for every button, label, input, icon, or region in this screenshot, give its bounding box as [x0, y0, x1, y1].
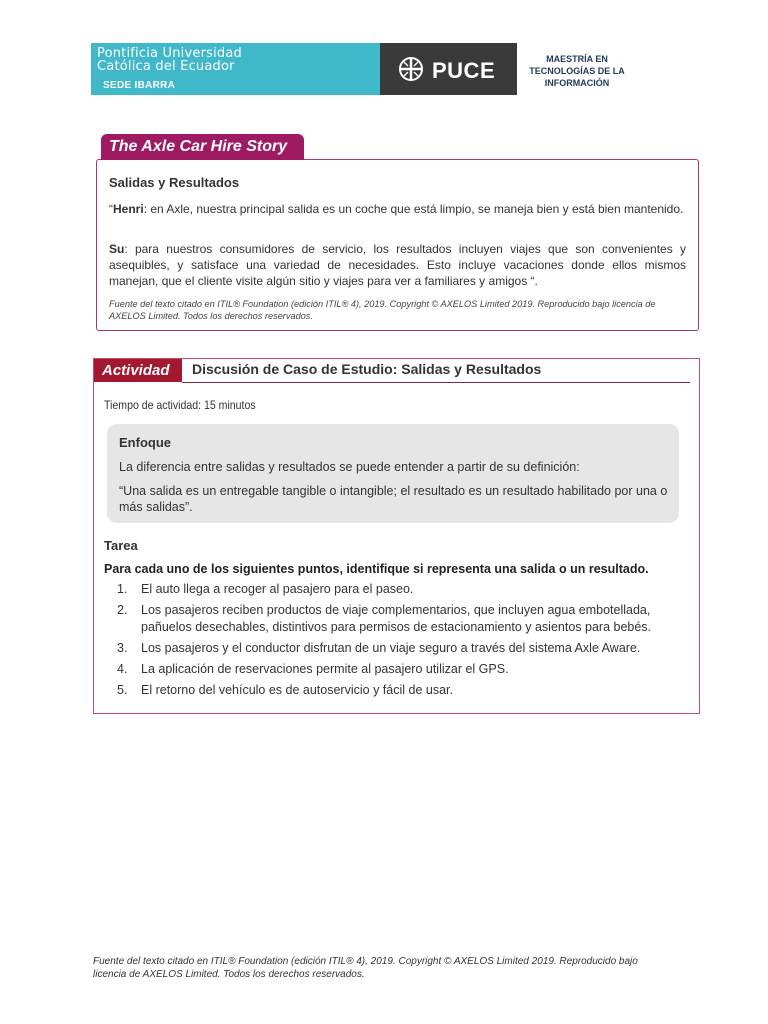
activity-title-rule: [182, 382, 690, 383]
henri-text: : en Axle, nuestra principal salida es un coche que está limpio, se maneja bien y está bien mantenido.: [143, 202, 684, 216]
story-heading: Salidas y Resultados: [109, 175, 240, 190]
story-paragraph-henri: [109, 201, 686, 217]
story-tab-title: The Axle Car Hire Story: [101, 134, 304, 160]
story-source-note: Fuente del texto citado en ITIL® Foundation (edición ITIL® 4), 2019. Copyright © AXELOS Limited 2019. Reproducido bajo licencia de AXELOS Limited. Todos los derechos reservados.: [109, 299, 656, 321]
campus-label: SEDE IBARRA: [103, 80, 176, 91]
list-item: [117, 682, 692, 699]
activity-time: Tiempo de actividad: 15 minutos: [104, 398, 256, 412]
story-paragraph-su: [109, 241, 686, 289]
university-banner: [91, 43, 380, 95]
item-number: 1.: [117, 582, 128, 596]
task-list: [117, 581, 692, 703]
speaker-henri: Henri: [113, 202, 144, 216]
speaker-su: Su: [109, 242, 125, 256]
brand-name: PUCE: [432, 58, 496, 83]
page-footer-source: Fuente del texto citado en ITIL® Foundation (edición ITIL® 4), 2019. Copyright © AXELOS Limited 2019. Reproducido bajo licencia de AXELOS Limited. Todos los derechos reservados.: [93, 956, 638, 980]
list-item: [117, 602, 692, 636]
list-item: [117, 640, 692, 657]
task-heading: Tarea: [104, 538, 138, 553]
su-text: : para nuestros consumidores de servicio, los resultados incluyen viajes que son convenientes y asequibles, y satisface una variedad de necesidades. Esto incluye vacaciones donde ellos mismos manejan, que el cliente visite algún sitio y viajes para ver a familiares y amigos “.: [109, 242, 686, 288]
item-number: 4.: [117, 662, 128, 676]
activity-title: Discusión de Caso de Estudio: Salidas y Resultados: [192, 361, 542, 377]
focus-paragraph-1: La diferencia entre salidas y resultados se puede entender a partir de su definición:: [119, 460, 580, 474]
university-name-line2: Católica del Ecuador: [97, 59, 235, 74]
item-text: El auto llega a recoger al pasajero para el paseo.: [141, 582, 414, 596]
item-text: Los pasajeros y el conductor disfrutan de un viaje seguro a través del sistema Axle Aware.: [141, 641, 641, 655]
item-text: La aplicación de reservaciones permite al pasajero utilizar el GPS.: [141, 662, 509, 676]
item-number: 3.: [117, 641, 128, 655]
program-line3: INFORMACIÓN: [544, 78, 610, 88]
item-text: Los pasajeros reciben productos de viaje complementarios, que incluyen agua embotellada, pañuelos desechables, distintivos para permisos de estacionamiento y asientos para bebés.: [141, 603, 652, 634]
program-line1: MAESTRÍA EN: [546, 54, 608, 64]
list-item: [117, 661, 692, 678]
activity-tab-label: Actividad: [94, 359, 182, 382]
quote-open: “: [109, 202, 113, 216]
item-number: 2.: [117, 603, 128, 617]
focus-heading: Enfoque: [119, 435, 171, 450]
program-line2: TECNOLOGÍAS DE LA: [529, 66, 625, 76]
puce-logo: [380, 43, 517, 95]
program-name: [522, 53, 632, 89]
item-text: El retorno del vehículo es de autoservicio y fácil de usar.: [141, 683, 453, 697]
puce-emblem-icon: [398, 56, 424, 82]
task-intro: Para cada uno de los siguientes puntos, identifique si representa una salida o un resultado.: [104, 562, 649, 576]
focus-paragraph-2: “Una salida es un entregable tangible o intangible; el resultado es un resultado habilitado por una o más salidas”.: [119, 484, 668, 514]
list-item: [117, 581, 692, 598]
item-number: 5.: [117, 683, 128, 697]
university-name-line1: Pontificia Universidad: [97, 46, 242, 61]
